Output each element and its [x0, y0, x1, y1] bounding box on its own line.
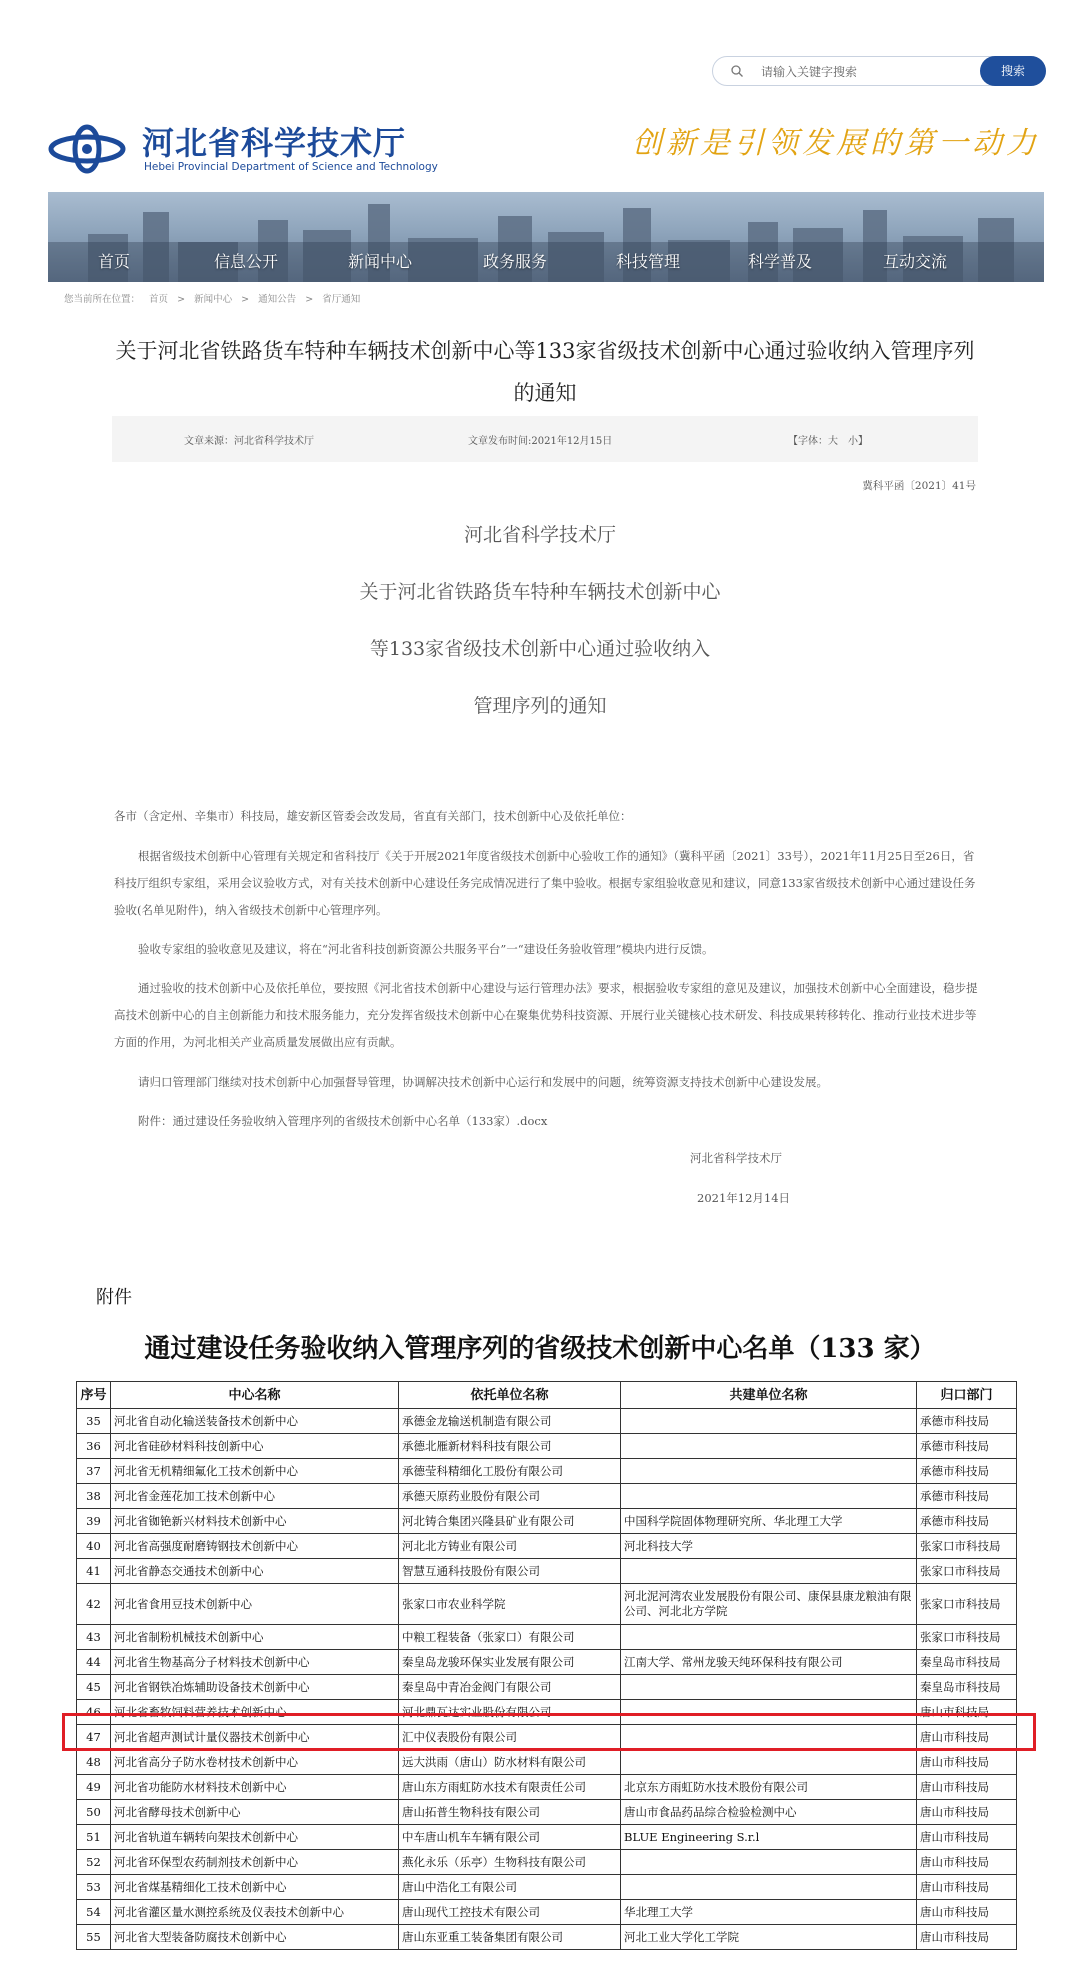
nav-item-home[interactable]: 首页	[98, 252, 131, 271]
article-source: 文章来源：河北省科学技术厅	[184, 436, 314, 447]
table-row	[77, 1800, 1017, 1825]
cell-department: 唐山市科技局	[917, 1700, 1017, 1725]
cell-department: 承德市科技局	[917, 1409, 1017, 1434]
cell-center-name: 河北省大型装备防腐技术创新中心	[111, 1925, 399, 1950]
table-row	[77, 1459, 1017, 1484]
cell-center-name: 河北省钢铁冶炼辅助设备技术创新中心	[111, 1675, 399, 1700]
cell-center-name: 河北省硅砂材料科技创新中心	[111, 1434, 399, 1459]
cell-department: 唐山市科技局	[917, 1925, 1017, 1950]
cell-department: 唐山市科技局	[917, 1825, 1017, 1850]
cell-partner-unit: 华北理工大学	[621, 1900, 917, 1925]
col-header: 依托单位名称	[399, 1382, 621, 1409]
cell-department: 唐山市科技局	[917, 1775, 1017, 1800]
cell-center-name: 河北省高分子防水卷材技术创新中心	[111, 1750, 399, 1775]
cell-center-name: 河北省功能防水材料技术创新中心	[111, 1775, 399, 1800]
cell-index: 36	[77, 1434, 111, 1459]
cell-host-unit: 承德北雁新材料科技有限公司	[399, 1434, 621, 1459]
doc-heading-line: 关于河北省铁路货车特种车辆技术创新中心	[359, 581, 721, 603]
cell-center-name: 河北省制粉机械技术创新中心	[111, 1625, 399, 1650]
cell-host-unit: 中粮工程装备（张家口）有限公司	[399, 1625, 621, 1650]
sign-date: 2021年12月14日	[697, 1191, 791, 1205]
cell-index: 53	[77, 1875, 111, 1900]
article-title: 关于河北省铁路货车特种车辆技术创新中心等133家省级技术创新中心通过验收纳入管理序列的通知	[115, 339, 975, 405]
cell-department: 秦皇岛市科技局	[917, 1650, 1017, 1675]
cell-host-unit: 智慧互通科技股份有限公司	[399, 1559, 621, 1584]
cell-index: 44	[77, 1650, 111, 1675]
attachment-link[interactable]: 附件：通过建设任务验收纳入管理序列的省级技术创新中心名单（133家）.docx	[138, 1114, 548, 1128]
highlight-box	[62, 1713, 1036, 1751]
cell-index: 46	[77, 1700, 111, 1725]
nav-banner	[48, 192, 1044, 282]
cell-index: 40	[77, 1534, 111, 1559]
center-list-table	[76, 1381, 1017, 1950]
table-row	[77, 1850, 1017, 1875]
cell-center-name: 河北省灌区量水测控系统及仪表技术创新中心	[111, 1900, 399, 1925]
col-header: 共建单位名称	[621, 1382, 917, 1409]
cell-host-unit: 张家口市农业科学院	[399, 1584, 621, 1625]
cell-department: 张家口市科技局	[917, 1625, 1017, 1650]
table-row	[77, 1750, 1017, 1775]
salutation: 各市（含定州、辛集市）科技局，雄安新区管委会改发局，省直有关部门，技术创新中心及依托单位：	[114, 809, 632, 823]
cell-host-unit: 燕化永乐（乐亭）生物科技有限公司	[399, 1850, 621, 1875]
breadcrumb-prefix: 您当前所在位置：	[64, 294, 141, 305]
doc-heading-line: 等133家省级技术创新中心通过验收纳入	[369, 638, 711, 660]
cell-index: 55	[77, 1925, 111, 1950]
cell-department: 张家口市科技局	[917, 1559, 1017, 1584]
cell-center-name: 河北省静态交通技术创新中心	[111, 1559, 399, 1584]
breadcrumb	[64, 291, 366, 305]
slogan: 创新是引领发展的第一动力	[632, 126, 1040, 161]
cell-partner-unit: 河北科技大学	[621, 1534, 917, 1559]
cell-host-unit: 河北鼎瓦达实业股份有限公司	[399, 1700, 621, 1725]
table-row	[77, 1650, 1017, 1675]
table-row	[77, 1875, 1017, 1900]
search-button[interactable]: 搜索	[980, 56, 1046, 86]
cell-department: 唐山市科技局	[917, 1725, 1017, 1750]
breadcrumb-sep: >	[241, 294, 250, 305]
cell-center-name: 河北省生物基高分子材料技术创新中心	[111, 1650, 399, 1675]
cell-index: 38	[77, 1484, 111, 1509]
doc-heading-line: 管理序列的通知	[473, 695, 607, 717]
cell-index: 49	[77, 1775, 111, 1800]
cell-department: 唐山市科技局	[917, 1850, 1017, 1875]
cell-department: 张家口市科技局	[917, 1584, 1017, 1625]
table-row	[77, 1509, 1017, 1534]
cell-host-unit: 唐山现代工控技术有限公司	[399, 1900, 621, 1925]
table-row	[77, 1559, 1017, 1584]
nav-item-science[interactable]: 科学普及	[748, 252, 813, 271]
nav-item-interact[interactable]: 互动交流	[883, 252, 948, 271]
cell-partner-unit: 北京东方雨虹防水技术股份有限公司	[621, 1775, 917, 1800]
cell-department: 承德市科技局	[917, 1484, 1017, 1509]
table-row	[77, 1534, 1017, 1559]
breadcrumb-notice[interactable]: 通知公告	[258, 294, 297, 305]
breadcrumb-current[interactable]: 省厅通知	[322, 294, 361, 305]
table-row	[77, 1900, 1017, 1925]
cell-center-name: 河北省自动化输送装备技术创新中心	[111, 1409, 399, 1434]
cell-host-unit: 唐山东方雨虹防水技术有限责任公司	[399, 1775, 621, 1800]
cell-department: 唐山市科技局	[917, 1900, 1017, 1925]
cell-index: 54	[77, 1900, 111, 1925]
cell-center-name: 河北省煤基精细化工技术创新中心	[111, 1875, 399, 1900]
cell-index: 45	[77, 1675, 111, 1700]
table-row	[77, 1775, 1017, 1800]
cell-partner-unit	[621, 1559, 917, 1584]
cell-index: 42	[77, 1584, 111, 1625]
cell-center-name: 河北省超声测试计量仪器技术创新中心	[111, 1725, 399, 1750]
cell-index: 41	[77, 1559, 111, 1584]
nav-item-news[interactable]: 新闻中心	[348, 252, 413, 271]
cell-center-name: 河北省畜牧饲料营养技术创新中心	[111, 1700, 399, 1725]
cell-index: 51	[77, 1825, 111, 1850]
cell-host-unit: 唐山中浩化工有限公司	[399, 1875, 621, 1900]
table-row	[77, 1625, 1017, 1650]
font-size-toggle[interactable]: 【字体：大 小】	[788, 436, 868, 447]
cell-host-unit: 河北北方铸业有限公司	[399, 1534, 621, 1559]
cell-department: 张家口市科技局	[917, 1534, 1017, 1559]
search-icon	[731, 65, 743, 77]
article-date: 文章发布时间:2021年12月15日	[468, 436, 613, 447]
doc-heading-line: 河北省科学技术厅	[463, 524, 616, 546]
cell-partner-unit	[621, 1434, 917, 1459]
cell-partner-unit	[621, 1409, 917, 1434]
cell-host-unit: 河北铸合集团兴隆县矿业有限公司	[399, 1509, 621, 1534]
cell-department: 承德市科技局	[917, 1459, 1017, 1484]
cell-department: 唐山市科技局	[917, 1875, 1017, 1900]
site-logo-english: Hebei Provincial Department of Science and Technology	[144, 161, 438, 173]
cell-department: 唐山市科技局	[917, 1750, 1017, 1775]
cell-index: 52	[77, 1850, 111, 1875]
col-header: 归口部门	[917, 1382, 1017, 1409]
cell-center-name: 河北省食用豆技术创新中心	[111, 1584, 399, 1625]
cell-partner-unit: BLUE Engineering S.r.l	[621, 1825, 917, 1850]
cell-index: 48	[77, 1750, 111, 1775]
cell-department: 承德市科技局	[917, 1509, 1017, 1534]
table-row	[77, 1825, 1017, 1850]
cell-partner-unit	[621, 1675, 917, 1700]
cell-index: 50	[77, 1800, 111, 1825]
document-number: 冀科平函〔2021〕41号	[862, 480, 976, 492]
search-bar	[712, 56, 1046, 86]
cell-partner-unit: 中国科学院固体物理研究所、华北理工大学	[621, 1509, 917, 1534]
body-paragraph: 验收专家组的验收意见及建议，将在“河北省科技创新资源公共服务平台”一“建设任务验收管理”模块内进行反馈。	[138, 942, 714, 956]
nav-item-info[interactable]: 信息公开	[214, 252, 279, 271]
cell-department: 秦皇岛市科技局	[917, 1675, 1017, 1700]
cell-host-unit: 唐山拓普生物科技有限公司	[399, 1800, 621, 1825]
col-header: 中心名称	[111, 1382, 399, 1409]
cell-department: 唐山市科技局	[917, 1800, 1017, 1825]
cell-partner-unit	[621, 1875, 917, 1900]
cell-department: 承德市科技局	[917, 1434, 1017, 1459]
search-input[interactable]	[759, 61, 963, 83]
table-header-row	[77, 1382, 1017, 1409]
cell-index: 37	[77, 1459, 111, 1484]
table-row	[77, 1925, 1017, 1950]
cell-partner-unit	[621, 1750, 917, 1775]
signer: 河北省科学技术厅	[690, 1151, 782, 1165]
cell-center-name: 河北省环保型农药制剂技术创新中心	[111, 1850, 399, 1875]
table-row	[77, 1434, 1017, 1459]
cell-host-unit: 秦皇岛龙骏环保实业发展有限公司	[399, 1650, 621, 1675]
cell-host-unit: 中车唐山机车车辆有限公司	[399, 1825, 621, 1850]
attachment-label: 附件	[96, 1287, 132, 1308]
cell-center-name: 河北省高强度耐磨铸钢技术创新中心	[111, 1534, 399, 1559]
breadcrumb-news[interactable]: 新闻中心	[194, 294, 233, 305]
body-paragraph: 根据省级技术创新中心管理有关规定和省科技厅《关于开展2021年度省级技术创新中心验收工作的通知》（冀科平函〔2021〕33号），2021年11月25日至26日，省科技厅组织专家组，采用会议验收方式，对有关技术创新中心建设任务完成情况进行了集中验收。根据专家组验收意见和建议，同意133家省级技术创新中心通过建设任务验收(名单见附件)，纳入省级技术创新中心管理序列。	[114, 849, 976, 917]
nav-item-services[interactable]: 政务服务	[483, 252, 548, 271]
body-paragraph: 请归口管理部门继续对技术创新中心加强督导管理，协调解决技术创新中心运行和发展中的问题，统筹资源支持技术创新中心建设发展。	[138, 1075, 828, 1089]
cell-partner-unit: 河北工业大学化工学院	[621, 1925, 917, 1950]
cell-host-unit: 汇中仪表股份有限公司	[399, 1725, 621, 1750]
cell-center-name: 河北省无机精细氟化工技术创新中心	[111, 1459, 399, 1484]
cell-partner-unit	[621, 1850, 917, 1875]
hebei-logo-icon	[48, 124, 126, 174]
cell-index: 43	[77, 1625, 111, 1650]
cell-center-name: 河北省金莲花加工技术创新中心	[111, 1484, 399, 1509]
cell-host-unit: 承德天原药业股份有限公司	[399, 1484, 621, 1509]
col-header: 序号	[77, 1382, 111, 1409]
cell-center-name: 河北省铷铯新兴材料技术创新中心	[111, 1509, 399, 1534]
breadcrumb-home[interactable]: 首页	[149, 294, 169, 305]
table-row	[77, 1484, 1017, 1509]
cell-host-unit: 承德金龙输送机制造有限公司	[399, 1409, 621, 1434]
cell-center-name: 河北省轨道车辆转向架技术创新中心	[111, 1825, 399, 1850]
table-row	[77, 1584, 1017, 1625]
table-row	[77, 1409, 1017, 1434]
breadcrumb-sep: >	[177, 294, 186, 305]
cell-partner-unit	[621, 1484, 917, 1509]
cell-partner-unit: 江南大学、常州龙骏天纯环保科技有限公司	[621, 1650, 917, 1675]
cell-host-unit: 唐山东亚重工装备集团有限公司	[399, 1925, 621, 1950]
cell-index: 39	[77, 1509, 111, 1534]
cell-host-unit: 远大洪雨（唐山）防水材料有限公司	[399, 1750, 621, 1775]
cell-partner-unit: 唐山市食品药品综合检验检测中心	[621, 1800, 917, 1825]
body-paragraph: 通过验收的技术创新中心及依托单位，要按照《河北省技术创新中心建设与运行管理办法》要求，根据验收专家组的意见及建议，加强技术创新中心全面建设，稳步提高技术创新中心的自主创新能力和技术服务能力，充分发挥省级技术创新中心在聚集优势科技资源、开展行业关键核心技术研发、科技成果转移转化、推动行业技术进步等方面的作用，为河北相关产业高质量发展做出应有贡献。	[114, 981, 978, 1049]
nav-item-tech[interactable]: 科技管理	[616, 252, 681, 271]
breadcrumb-sep: >	[305, 294, 314, 305]
cell-partner-unit	[621, 1459, 917, 1484]
site-logo-text[interactable]: 河北省科学技术厅	[142, 124, 407, 162]
cell-center-name: 河北省酵母技术创新中心	[111, 1800, 399, 1825]
table-row	[77, 1675, 1017, 1700]
cell-host-unit: 秦皇岛中青冶金阀门有限公司	[399, 1675, 621, 1700]
attachment-title: 通过建设任务验收纳入管理序列的省级技术创新中心名单（133 家）	[144, 1334, 936, 1364]
article-meta	[112, 416, 978, 462]
cell-partner-unit	[621, 1625, 917, 1650]
cell-index: 47	[77, 1725, 111, 1750]
cell-partner-unit: 河北泥河湾农业发展股份有限公司、康保县康龙粮油有限公司、河北北方学院	[621, 1584, 917, 1625]
cell-index: 35	[77, 1409, 111, 1434]
cell-host-unit: 承德莹科精细化工股份有限公司	[399, 1459, 621, 1484]
